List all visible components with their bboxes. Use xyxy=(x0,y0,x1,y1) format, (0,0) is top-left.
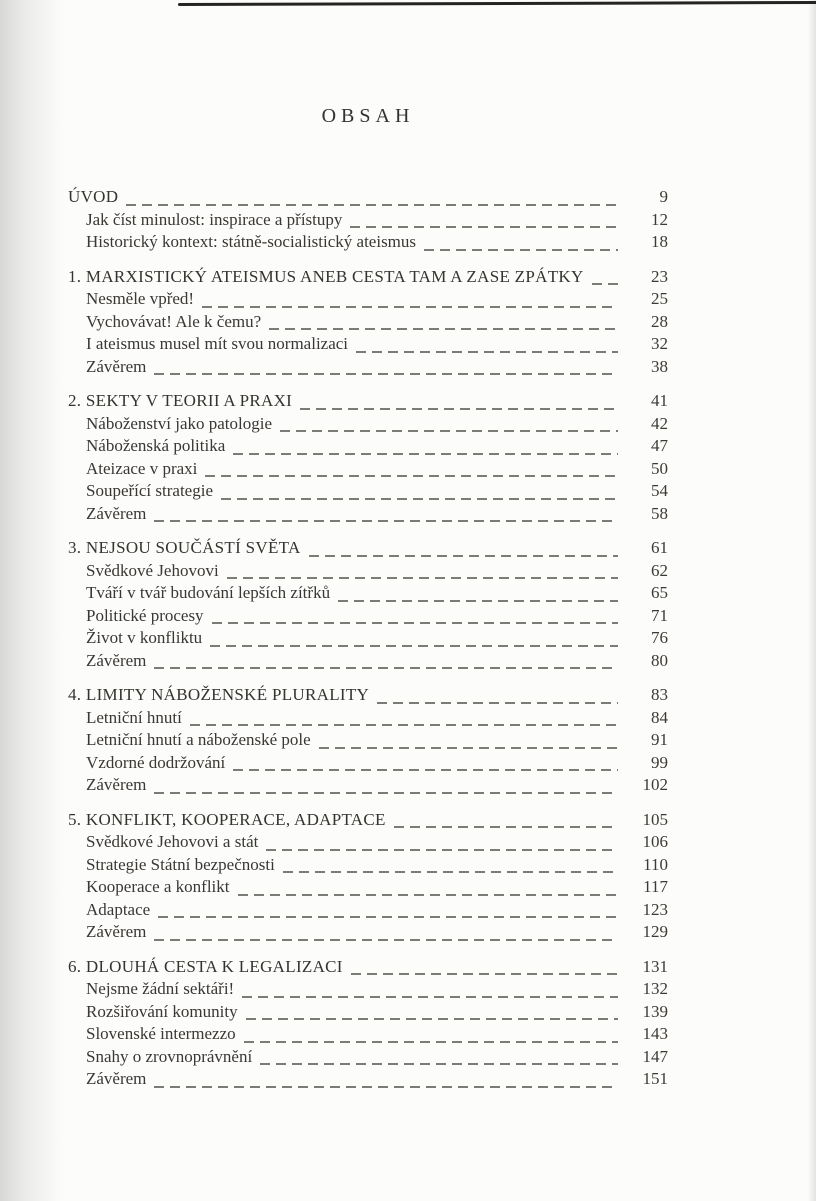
toc-entry-page-number: 25 xyxy=(651,289,668,308)
toc-section xyxy=(68,809,668,944)
toc-entry xyxy=(68,266,668,289)
toc-entry-title: Strategie Státní bezpečnosti xyxy=(86,854,275,874)
dotted-leader xyxy=(146,1068,620,1091)
dotted-leader xyxy=(342,209,620,232)
toc-entry-title: Svědkové Jehovovi xyxy=(86,560,219,580)
toc-entry-page-number: 83 xyxy=(651,685,668,704)
dotted-leader xyxy=(146,650,620,673)
dotted-leader xyxy=(343,956,620,979)
toc-entry xyxy=(68,582,668,605)
toc-entry xyxy=(68,752,668,775)
toc-entry-title: Vychovávat! Ale k čemu? xyxy=(86,311,262,331)
toc-entry xyxy=(68,231,668,254)
toc-entry xyxy=(68,480,668,503)
toc-entry-page-number: 117 xyxy=(643,877,668,896)
toc-entry xyxy=(68,186,668,209)
toc-entry xyxy=(68,356,668,379)
toc-entry-title: Závěrem xyxy=(86,775,147,794)
toc-entry-title: Závěrem xyxy=(86,1069,147,1088)
toc-entry-page-number: 102 xyxy=(642,775,668,794)
toc-entry xyxy=(68,1023,668,1046)
page-title: OBSAH xyxy=(321,105,415,127)
toc-entry-title: Ateizace v praxi xyxy=(86,458,198,478)
toc-entry-title: Závěrem xyxy=(86,922,147,941)
dotted-leader xyxy=(369,684,620,707)
dotted-leader xyxy=(330,582,620,605)
dotted-leader xyxy=(348,333,620,356)
toc-entry xyxy=(68,333,668,356)
toc-entry-page-number: 80 xyxy=(651,650,668,670)
dotted-leader xyxy=(204,605,620,628)
dotted-leader xyxy=(238,1001,620,1024)
toc-entry-page-number: 65 xyxy=(651,583,668,602)
table-of-contents xyxy=(68,186,668,1091)
toc-section xyxy=(68,537,668,672)
dotted-leader xyxy=(194,288,620,311)
toc-entry xyxy=(68,876,668,899)
dotted-leader xyxy=(213,480,620,503)
toc-entry-title: Adaptace xyxy=(86,899,151,919)
dotted-leader xyxy=(584,266,620,289)
scan-right-shadow xyxy=(808,0,816,1201)
toc-entry-page-number: 139 xyxy=(642,1001,668,1021)
toc-entry-title: 1. MARXISTICKÝ ATEISMUS ANEB CESTA TAM A ZASE ZPÁTKY xyxy=(68,266,584,286)
toc-section xyxy=(68,684,668,797)
toc-entry-title: Náboženská politika xyxy=(86,436,226,455)
dotted-leader xyxy=(416,231,620,254)
toc-entry-title: 4. LIMITY NÁBOŽENSKÉ PLURALITY xyxy=(68,685,370,704)
toc-entry xyxy=(68,605,668,628)
toc-entry xyxy=(68,774,668,797)
toc-entry-title: Závěrem xyxy=(86,650,147,670)
dotted-leader xyxy=(225,435,620,458)
dotted-leader xyxy=(146,356,620,379)
dotted-leader xyxy=(202,627,620,650)
dotted-leader xyxy=(234,978,620,1001)
dotted-leader xyxy=(182,707,620,730)
toc-entry xyxy=(68,537,668,560)
toc-entry-page-number: 71 xyxy=(651,605,668,625)
toc-entry-title: 3. NEJSOU SOUČÁSTÍ SVĚTA xyxy=(68,538,301,557)
toc-entry-page-number: 131 xyxy=(642,956,668,976)
dotted-leader xyxy=(219,560,620,583)
toc-entry-title: Závěrem xyxy=(86,503,147,523)
toc-entry-page-number: 28 xyxy=(651,311,668,331)
toc-entry xyxy=(68,627,668,650)
dotted-leader xyxy=(258,831,620,854)
toc-entry-page-number: 62 xyxy=(651,560,668,580)
dotted-leader xyxy=(252,1046,620,1069)
toc-entry xyxy=(68,956,668,979)
dotted-leader xyxy=(150,899,620,922)
toc-entry-title: 5. KONFLIKT, KOOPERACE, ADAPTACE xyxy=(68,809,386,829)
toc-entry-page-number: 38 xyxy=(651,356,668,376)
toc-entry xyxy=(68,560,668,583)
toc-entry xyxy=(68,1001,668,1024)
dotted-leader xyxy=(146,774,620,797)
toc-entry-page-number: 42 xyxy=(651,413,668,433)
page-content xyxy=(68,0,668,1091)
toc-entry-title: Letniční hnutí a náboženské pole xyxy=(86,730,311,749)
toc-entry-title: Historický kontext: státně-socialistický ateismus xyxy=(86,232,417,251)
toc-entry-page-number: 76 xyxy=(651,628,668,647)
toc-entry xyxy=(68,899,668,922)
toc-entry-page-number: 129 xyxy=(642,922,668,941)
toc-entry-page-number: 143 xyxy=(642,1024,668,1043)
dotted-leader xyxy=(236,1023,620,1046)
toc-entry-title: Život v konfliktu xyxy=(86,628,203,647)
toc-entry xyxy=(68,413,668,436)
toc-entry-title: Letniční hnutí xyxy=(86,707,182,727)
toc-entry xyxy=(68,650,668,673)
toc-entry-title: Náboženství jako patologie xyxy=(86,413,273,433)
toc-entry-page-number: 147 xyxy=(642,1046,668,1066)
toc-entry-title: Rozšiřování komunity xyxy=(86,1001,238,1021)
toc-entry-page-number: 23 xyxy=(651,266,668,286)
toc-entry-title: Nesměle vpřed! xyxy=(86,289,195,308)
toc-entry xyxy=(68,288,668,311)
dotted-leader xyxy=(146,503,620,526)
toc-entry-page-number: 84 xyxy=(651,707,668,727)
toc-entry-title: Soupeřící strategie xyxy=(86,481,213,500)
toc-entry-title: Jak číst minulost: inspirace a přístupy xyxy=(86,209,343,229)
toc-entry xyxy=(68,921,668,944)
toc-entry-page-number: 12 xyxy=(651,209,668,229)
dotted-leader xyxy=(301,537,620,560)
toc-entry-title: Tváří v tvář budování lepších zítřků xyxy=(86,583,331,602)
toc-entry-title: Závěrem xyxy=(86,356,147,376)
toc-entry-title: Nejsme žádní sektáři! xyxy=(86,979,235,998)
toc-entry xyxy=(68,209,668,232)
dotted-leader xyxy=(197,458,620,481)
toc-entry-page-number: 99 xyxy=(651,752,668,772)
toc-entry xyxy=(68,729,668,752)
toc-entry xyxy=(68,503,668,526)
toc-entry xyxy=(68,707,668,730)
toc-entry-title: Vzdorné dodržování xyxy=(86,752,226,772)
toc-entry-page-number: 58 xyxy=(651,503,668,523)
toc-section xyxy=(68,266,668,379)
toc-entry xyxy=(68,390,668,413)
toc-entry-title: Snahy o zrovnoprávnění xyxy=(86,1046,253,1066)
dotted-leader xyxy=(386,809,620,832)
toc-entry xyxy=(68,458,668,481)
toc-entry-page-number: 110 xyxy=(643,854,668,874)
toc-entry-page-number: 91 xyxy=(651,730,668,749)
toc-entry-page-number: 132 xyxy=(642,979,668,998)
toc-section xyxy=(68,390,668,525)
toc-entry-page-number: 18 xyxy=(651,232,668,251)
toc-entry-page-number: 50 xyxy=(651,458,668,478)
toc-entry-title: 2. SEKTY V TEORII A PRAXI xyxy=(68,391,293,410)
toc-entry-page-number: 32 xyxy=(651,334,668,353)
toc-entry-title: 6. DLOUHÁ CESTA K LEGALIZACI xyxy=(68,956,343,976)
toc-entry xyxy=(68,978,668,1001)
toc-entry-title: Svědkové Jehovovi a stát xyxy=(86,832,259,851)
toc-entry-title: ÚVOD xyxy=(68,187,119,206)
toc-entry-page-number: 54 xyxy=(651,481,668,500)
toc-section xyxy=(68,186,668,254)
toc-entry xyxy=(68,831,668,854)
dotted-leader xyxy=(225,752,620,775)
dotted-leader xyxy=(118,186,620,209)
toc-entry-page-number: 41 xyxy=(651,391,668,410)
toc-entry-title: I ateismus musel mít svou normalizaci xyxy=(86,334,349,353)
toc-entry-title: Politické procesy xyxy=(86,605,204,625)
toc-entry-page-number: 47 xyxy=(651,436,668,455)
dotted-leader xyxy=(230,876,621,899)
toc-entry-page-number: 61 xyxy=(651,538,668,557)
dotted-leader xyxy=(292,390,620,413)
dotted-leader xyxy=(272,413,620,436)
toc-entry xyxy=(68,311,668,334)
dotted-leader xyxy=(146,921,620,944)
toc-entry-page-number: 151 xyxy=(642,1069,668,1088)
toc-entry xyxy=(68,684,668,707)
dotted-leader xyxy=(261,311,620,334)
toc-entry-page-number: 106 xyxy=(642,832,668,851)
toc-entry-page-number: 123 xyxy=(642,899,668,919)
scan-left-shadow xyxy=(0,0,62,1201)
dotted-leader xyxy=(311,729,620,752)
dotted-leader xyxy=(275,854,620,877)
toc-entry xyxy=(68,1068,668,1091)
toc-entry xyxy=(68,854,668,877)
toc-entry-page-number: 9 xyxy=(659,187,668,206)
toc-entry-title: Slovenské intermezzo xyxy=(86,1024,236,1043)
toc-entry xyxy=(68,809,668,832)
toc-entry-page-number: 105 xyxy=(642,809,668,829)
toc-entry-title: Kooperace a konflikt xyxy=(86,877,230,896)
toc-entry xyxy=(68,435,668,458)
toc-section xyxy=(68,956,668,1091)
toc-entry xyxy=(68,1046,668,1069)
